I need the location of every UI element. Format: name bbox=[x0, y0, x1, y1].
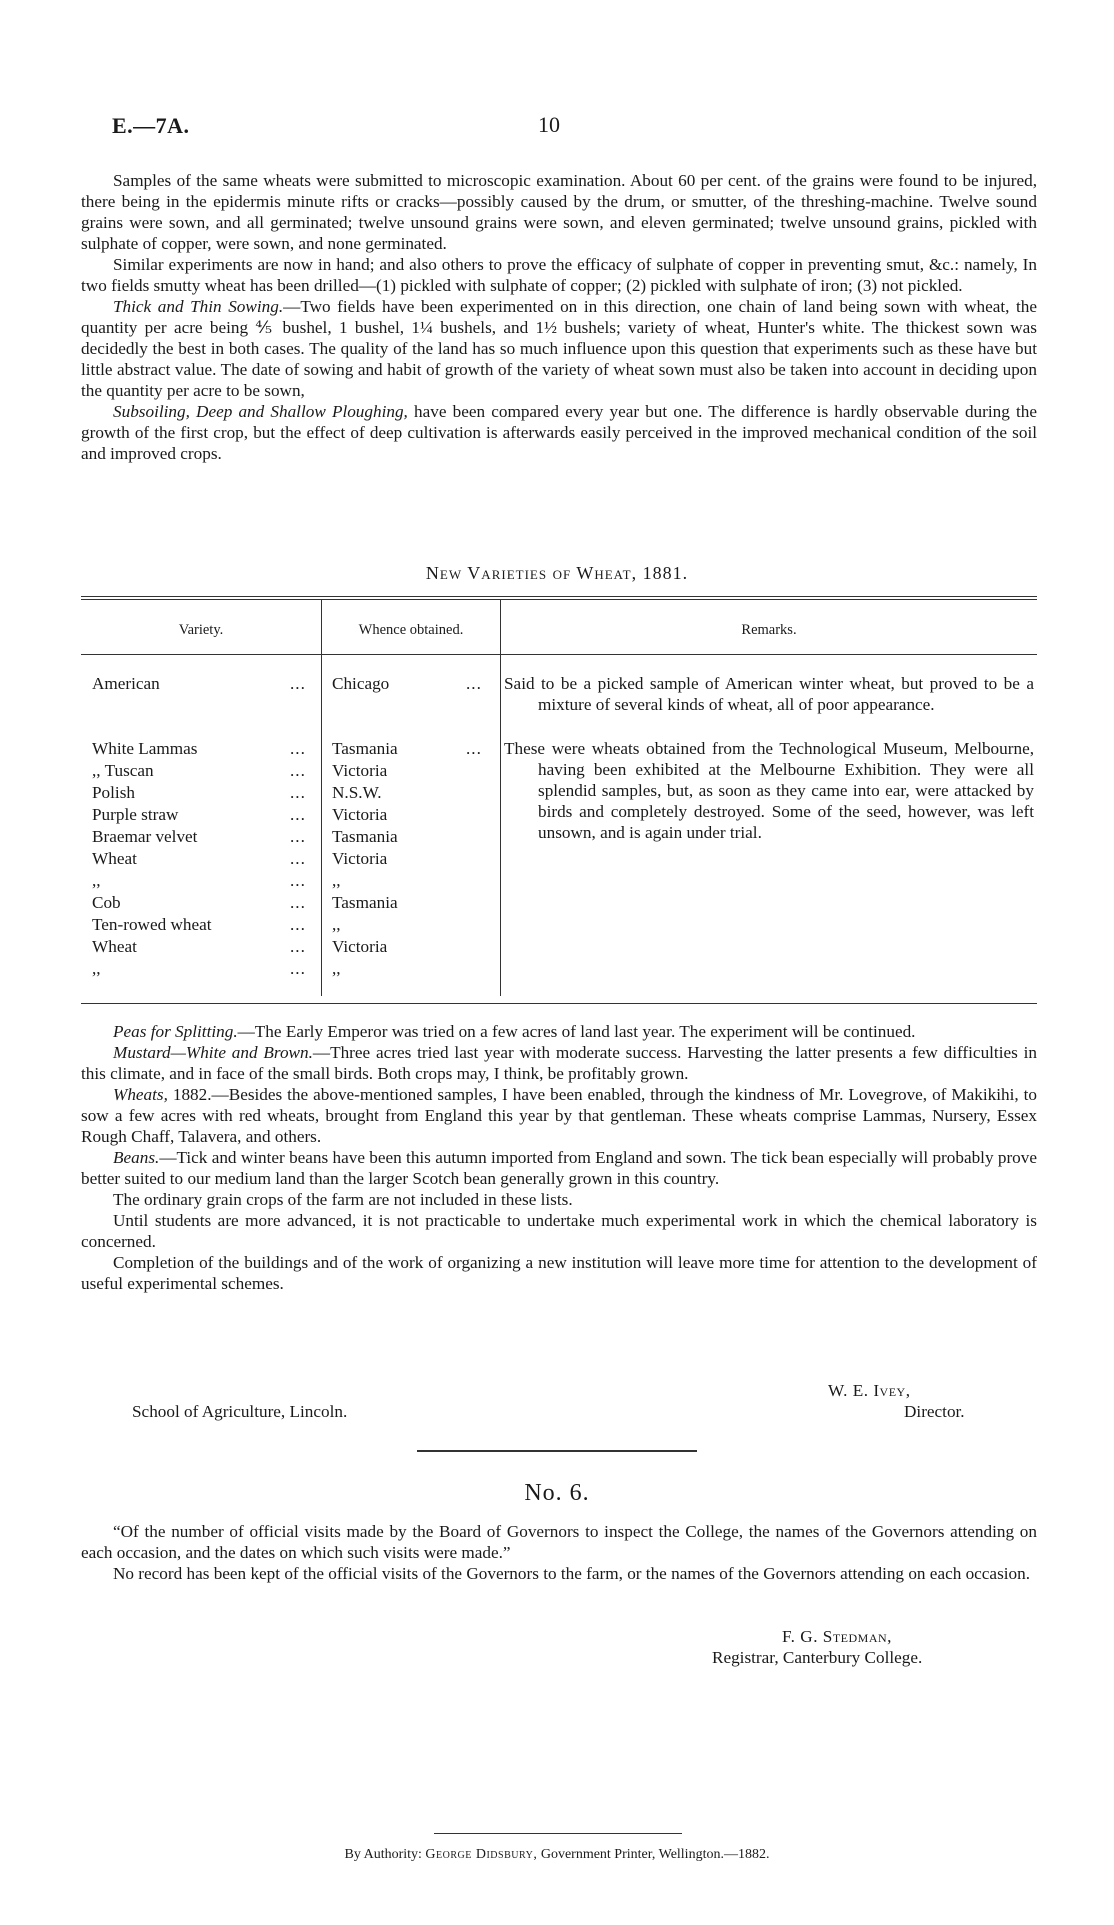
heading-thick-thin: Thick and Thin Sowing. bbox=[113, 297, 284, 316]
table-cell-variety: Ten-rowed wheat bbox=[92, 915, 212, 934]
intro-section bbox=[81, 170, 1037, 464]
remarks-text: These were wheats obtained from the Technological Museum, Melbourne, having been exhibited at the Melbourne Exhibition. They were all splendid samples, but, as soon as they came into ear, were attacked by birds and completely destroyed. Some of the seed, however, was left unsown, and is again under trial. bbox=[504, 739, 1034, 842]
heading-beans: Beans. bbox=[113, 1148, 160, 1167]
table-cell-whence: Victoria bbox=[332, 937, 388, 956]
heading-peas: Peas for Splitting. bbox=[113, 1022, 238, 1041]
table-cell-whence: ,, bbox=[332, 959, 341, 978]
table-cell-variety: American bbox=[92, 674, 160, 693]
heading-subsoiling: Subsoiling, Deep and Shallow Ploughing, bbox=[113, 402, 408, 421]
paragraph-students: Until students are more advanced, it is not practicable to undertake much experimental work in which the chemical laboratory is concerned. bbox=[81, 1211, 1037, 1251]
paragraph-no6-answer: No record has been kept of the official visits of the Governors to the farm, or the names of the Governors attending on each occasion. bbox=[113, 1564, 1031, 1583]
table-cell-variety: ,, bbox=[92, 959, 101, 978]
column-header-variety: Variety. bbox=[178, 622, 224, 638]
table-cell-variety: ,, Tuscan bbox=[92, 761, 154, 780]
paragraph-mustard bbox=[81, 1042, 1037, 1084]
leader-dots: ... bbox=[290, 893, 306, 912]
table-cell-variety: Wheat bbox=[92, 849, 137, 868]
text-wheats: 1882.—Besides the above-mentioned samples, I have been enabled, through the kindness of Mr. Lovegrove, of Makikihi, to sow a few acres with red wheats, brought from England this year by that gentleman. These wheats comprise Lammas, Nursery, Essex Rough Chaff, Talavera, and others. bbox=[81, 1085, 1037, 1146]
heading-wheats: Wheats, bbox=[113, 1085, 168, 1104]
table-cell-variety: Wheat bbox=[92, 937, 137, 956]
imprint-printer: George Didsbury, bbox=[425, 1847, 538, 1862]
imprint-prefix: By Authority: bbox=[344, 1847, 422, 1862]
table-bottom-rule bbox=[81, 1003, 1037, 1004]
section-heading-no6: No. 6. bbox=[524, 1480, 590, 1506]
section-divider bbox=[417, 1450, 697, 1452]
table-cell-whence: Tasmania bbox=[332, 739, 398, 758]
table-cell-whence: ,, bbox=[332, 871, 341, 890]
signatory-place: School of Agriculture, Lincoln. bbox=[132, 1402, 348, 1421]
leader-dots: ... bbox=[290, 739, 306, 758]
table-cell-whence: Victoria bbox=[332, 805, 388, 824]
leader-dots: ... bbox=[466, 739, 482, 758]
table-column-divider bbox=[321, 600, 322, 996]
paragraph-ordinary-crops: The ordinary grain crops of the farm are not included in these lists. bbox=[113, 1190, 573, 1209]
page-number: 10 bbox=[538, 112, 560, 137]
table-top-rule-double bbox=[81, 599, 1037, 600]
table-cell-whence: N.S.W. bbox=[332, 783, 382, 802]
table-cell-whence: Victoria bbox=[332, 761, 388, 780]
printer-imprint bbox=[0, 1844, 1114, 1865]
table-cell-whence: Victoria bbox=[332, 849, 388, 868]
paragraph-no6-quote: “Of the number of official visits made by the Board of Governors to inspect the College, the names of the Governors attending on each occasion, and the dates on which such visits were made.” bbox=[81, 1522, 1037, 1562]
table-column-divider bbox=[500, 600, 501, 996]
leader-dots: ... bbox=[290, 915, 306, 934]
text-subsoiling: have been compared every year but one. The difference is hardly observable during the growth of the first crop, but the effect of deep cultivation is afterwards easily perceived in the improved mechanical condition of the soil and improved crops. bbox=[81, 402, 1037, 463]
table-cell-variety: Purple straw bbox=[92, 805, 179, 824]
paragraph-wheats bbox=[81, 1084, 1037, 1147]
table-cell-variety: Braemar velvet bbox=[92, 827, 198, 846]
no6-section bbox=[81, 1521, 1037, 1584]
document-reference: E.—7A. bbox=[112, 113, 190, 138]
imprint-suffix: Government Printer, Wellington.—1882. bbox=[540, 1847, 770, 1862]
text-mustard: —Three acres tried last year with moderate success. Harvesting the latter presents a few difficulties in this climate, and in face of the small birds. Both crops may, I think, be profitably grown. bbox=[81, 1043, 1037, 1083]
column-header-remarks: Remarks. bbox=[741, 622, 797, 638]
leader-dots: ... bbox=[290, 937, 306, 956]
paragraph-subsoiling bbox=[81, 401, 1037, 464]
leader-dots: ... bbox=[290, 827, 306, 846]
leader-dots: ... bbox=[290, 761, 306, 780]
text-peas: —The Early Emperor was tried on a few acres of land last year. The experiment will be continued. bbox=[237, 1022, 916, 1041]
leader-dots: ... bbox=[466, 674, 482, 693]
leader-dots: ... bbox=[290, 959, 306, 978]
table-cell-variety: Polish bbox=[92, 783, 135, 802]
remarks-text: Said to be a picked sample of American winter wheat, but proved to be a mixture of several kinds of wheat, all of poor appearance. bbox=[504, 674, 1034, 714]
table-header-rule bbox=[81, 654, 1037, 655]
remarks-american bbox=[504, 673, 1034, 715]
table-cell-variety: Cob bbox=[92, 893, 121, 912]
heading-mustard: Mustard—White and Brown. bbox=[113, 1043, 313, 1062]
leader-dots: ... bbox=[290, 849, 306, 868]
table-caption: New Varieties of Wheat, 1881. bbox=[425, 563, 689, 583]
signatory-name: F. G. Stedman, bbox=[782, 1627, 892, 1646]
paragraph-microscopic: Samples of the same wheats were submitted to microscopic examination. About 60 per cent. of the grains were found to be injured, there being in the epidermis minute rifts or cracks—possibly caused by the drum, or smutter, of the threshing-machine. Twelve sound grains were sown, and all germinated; twelve unsound grains were sown, and eleven germinated; twelve unsound grains, pickled with sulphate of copper, were sown, and none germinated. bbox=[81, 171, 1037, 253]
paragraph-similar-experiments: Similar experiments are now in hand; and also others to prove the efficacy of sulphate of copper in preventing smut, &c.: namely, In two fields smutty wheat has been drilled—(1) pickled with sulphate of copper; (2) pickled with sulphate of iron; (3) not pickled. bbox=[81, 255, 1037, 295]
paragraph-beans bbox=[81, 1147, 1037, 1189]
paragraph-peas bbox=[81, 1021, 1037, 1042]
leader-dots: ... bbox=[290, 805, 306, 824]
signatory-name: W. E. Ivey, bbox=[828, 1381, 911, 1400]
footer-rule bbox=[434, 1833, 682, 1834]
table-cell-variety: White Lammas bbox=[92, 739, 198, 758]
table-cell-variety: ,, bbox=[92, 871, 101, 890]
signatory-title: Director. bbox=[904, 1402, 965, 1421]
table-cell-whence: Tasmania bbox=[332, 827, 398, 846]
signatory-title: Registrar, Canterbury College. bbox=[712, 1648, 923, 1667]
leader-dots: ... bbox=[290, 871, 306, 890]
leader-dots: ... bbox=[290, 674, 306, 693]
text-thick-thin: —Two fields have been experimented on in this direction, one chain of land being sown with wheat, the quantity per acre being ⅘ bushel, 1 bushel, 1¼ bushels, and 1½ bushels; variety of wheat, Hunter's white. The thickest sown was decidedly the best in both cases. The quality of the land has so much influence upon this question that experiments such as these have but little abstract value. The date of sowing and habit of growth of the variety of wheat sown must also be taken into account in deciding upon the quantity per acre to be sown, bbox=[81, 297, 1038, 400]
leader-dots: ... bbox=[290, 783, 306, 802]
table-top-rule bbox=[81, 596, 1037, 597]
paragraph-completion: Completion of the buildings and of the work of organizing a new institution will leave more time for attention to the development of useful experimental schemes. bbox=[81, 1253, 1037, 1293]
table-cell-whence: Tasmania bbox=[332, 893, 398, 912]
table-cell-whence: ,, bbox=[332, 915, 341, 934]
remarks-australian bbox=[504, 738, 1034, 843]
text-beans: —Tick and winter beans have been this autumn imported from England and sown. The tick bean especially will probably prove better suited to our medium land than the larger Scotch bean generally grown in this country. bbox=[81, 1148, 1037, 1188]
column-header-whence: Whence obtained. bbox=[358, 622, 464, 638]
crops-section bbox=[81, 1021, 1037, 1294]
paragraph-thick-thin-sowing bbox=[81, 296, 1037, 401]
table-cell-whence: Chicago bbox=[332, 674, 390, 693]
